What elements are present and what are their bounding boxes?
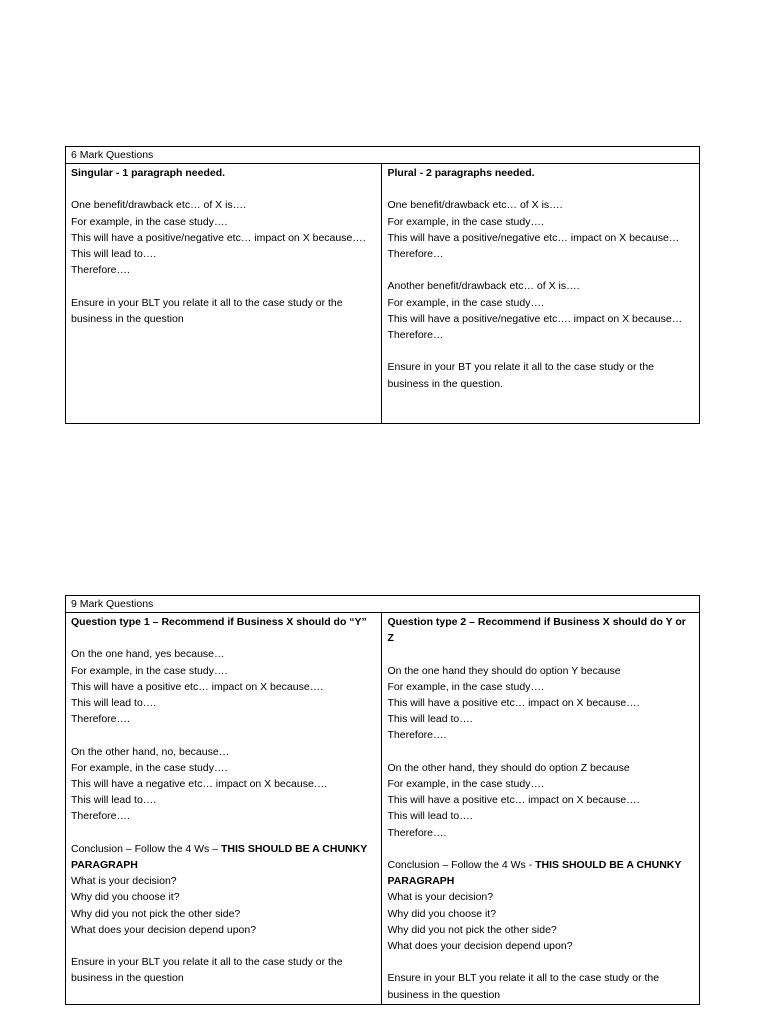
type1-para2-line: Therefore….: [71, 810, 130, 823]
type1-question: Why did you not pick the other side?: [71, 907, 241, 920]
type2-para1-line: Therefore….: [387, 729, 447, 742]
singular-line: Therefore….: [71, 264, 130, 277]
type1-para1-line: Therefore….: [71, 713, 130, 726]
singular-line: This will have a positive/negative etc… impact on X because….: [71, 231, 366, 244]
type2-para1-line: On the one hand they should do option Y because: [387, 664, 621, 677]
type1-para1-line: For example, in the case study….: [71, 664, 228, 677]
type2-para1-line: This will lead to….: [387, 713, 473, 726]
singular-line: One benefit/drawback etc… of X is….: [71, 199, 247, 212]
six-mark-table: [65, 146, 700, 424]
nine-mark-title: 9 Mark Questions: [66, 596, 700, 613]
type2-para2-line: This will lead to….: [387, 810, 473, 823]
type2-para1-line: For example, in the case study….: [387, 680, 544, 693]
plural-para1-line: Therefore…: [387, 248, 444, 260]
type2-question: What does your decision depend upon?: [387, 940, 573, 953]
plural-ensure-note: Ensure in your BT you relate it all to the case study or the business in the question.: [387, 361, 655, 390]
plural-heading: Plural - 2 paragraphs needed.: [387, 167, 535, 179]
singular-line: For example, in the case study….: [71, 215, 228, 228]
six-mark-title: 6 Mark Questions: [66, 147, 700, 164]
type2-heading: Question type 2 – Recommend if Business X should do Y or Z: [387, 616, 686, 645]
type1-para2-line: This will have a negative etc… impact on X because….: [71, 778, 328, 790]
type2-para2-line: This will have a positive etc… impact on X because….: [387, 794, 640, 807]
plural-para1-line: This will have a positive/negative etc… impact on X because…: [387, 231, 680, 244]
type1-question: What is your decision?: [71, 875, 177, 888]
plural-para2-line: Therefore…: [387, 329, 444, 341]
nine-mark-type2-cell: [382, 613, 700, 1005]
type1-question: Why did you choose it?: [71, 891, 180, 904]
type2-conclusion-prefix: Conclusion – Follow the 4 Ws -: [387, 859, 536, 871]
singular-ensure-note: Ensure in your BLT you relate it all to the case study or the business in the question: [71, 296, 343, 325]
type1-question: What does your decision depend upon?: [71, 923, 257, 936]
plural-para2-line: For example, in the case study….: [387, 296, 544, 309]
type1-para1-line: This will have a positive etc… impact on X because….: [71, 680, 324, 693]
type2-conclusion: [387, 857, 694, 889]
type1-heading: Question type 1 – Recommend if Business X should do “Y”: [71, 616, 367, 628]
type2-question: Why did you not pick the other side?: [387, 923, 557, 936]
type1-conclusion-emphasis: THIS SHOULD BE A CHUNKY PARAGRAPH: [71, 842, 368, 871]
six-mark-plural-cell: [382, 164, 700, 424]
six-mark-singular-cell: [66, 164, 382, 424]
type1-para2-line: On the other hand, no, because…: [71, 745, 230, 758]
type1-para1-line: On the one hand, yes because…: [71, 648, 225, 661]
type1-conclusion-prefix: Conclusion – Follow the 4 Ws –: [71, 842, 221, 855]
type2-ensure-note: Ensure in your BLT you relate it all to the case study or the business in the question: [387, 972, 660, 1001]
plural-para2-line: Another benefit/drawback etc… of X is….: [387, 280, 580, 293]
plural-para2-line: This will have a positive/negative etc…. impact on X because…: [387, 312, 683, 325]
type1-para2-line: For example, in the case study….: [71, 761, 228, 774]
nine-mark-type1-cell: [66, 613, 382, 1005]
type2-question: What is your decision?: [387, 891, 494, 904]
type1-ensure-note: Ensure in your BLT you relate it all to the case study or the business in the question: [71, 956, 343, 985]
singular-line: This will lead to….: [71, 248, 157, 260]
plural-para1-line: One benefit/drawback etc… of X is….: [387, 199, 563, 212]
type2-para2-line: On the other hand, they should do option Z because: [387, 761, 630, 774]
nine-mark-table: [65, 595, 700, 1005]
type2-conclusion-emphasis: THIS SHOULD BE A CHUNKY PARAGRAPH: [387, 859, 682, 888]
type2-para1-line: This will have a positive etc… impact on X because….: [387, 697, 640, 709]
type2-para2-line: Therefore….: [387, 826, 447, 839]
type1-conclusion: [71, 841, 376, 873]
type1-para2-line: This will lead to….: [71, 794, 157, 807]
type2-question: Why did you choose it?: [387, 907, 497, 920]
singular-heading: Singular - 1 paragraph needed.: [71, 167, 226, 179]
plural-para1-line: For example, in the case study….: [387, 215, 544, 228]
type2-para2-line: For example, in the case study….: [387, 778, 544, 790]
type1-para1-line: This will lead to….: [71, 697, 157, 709]
